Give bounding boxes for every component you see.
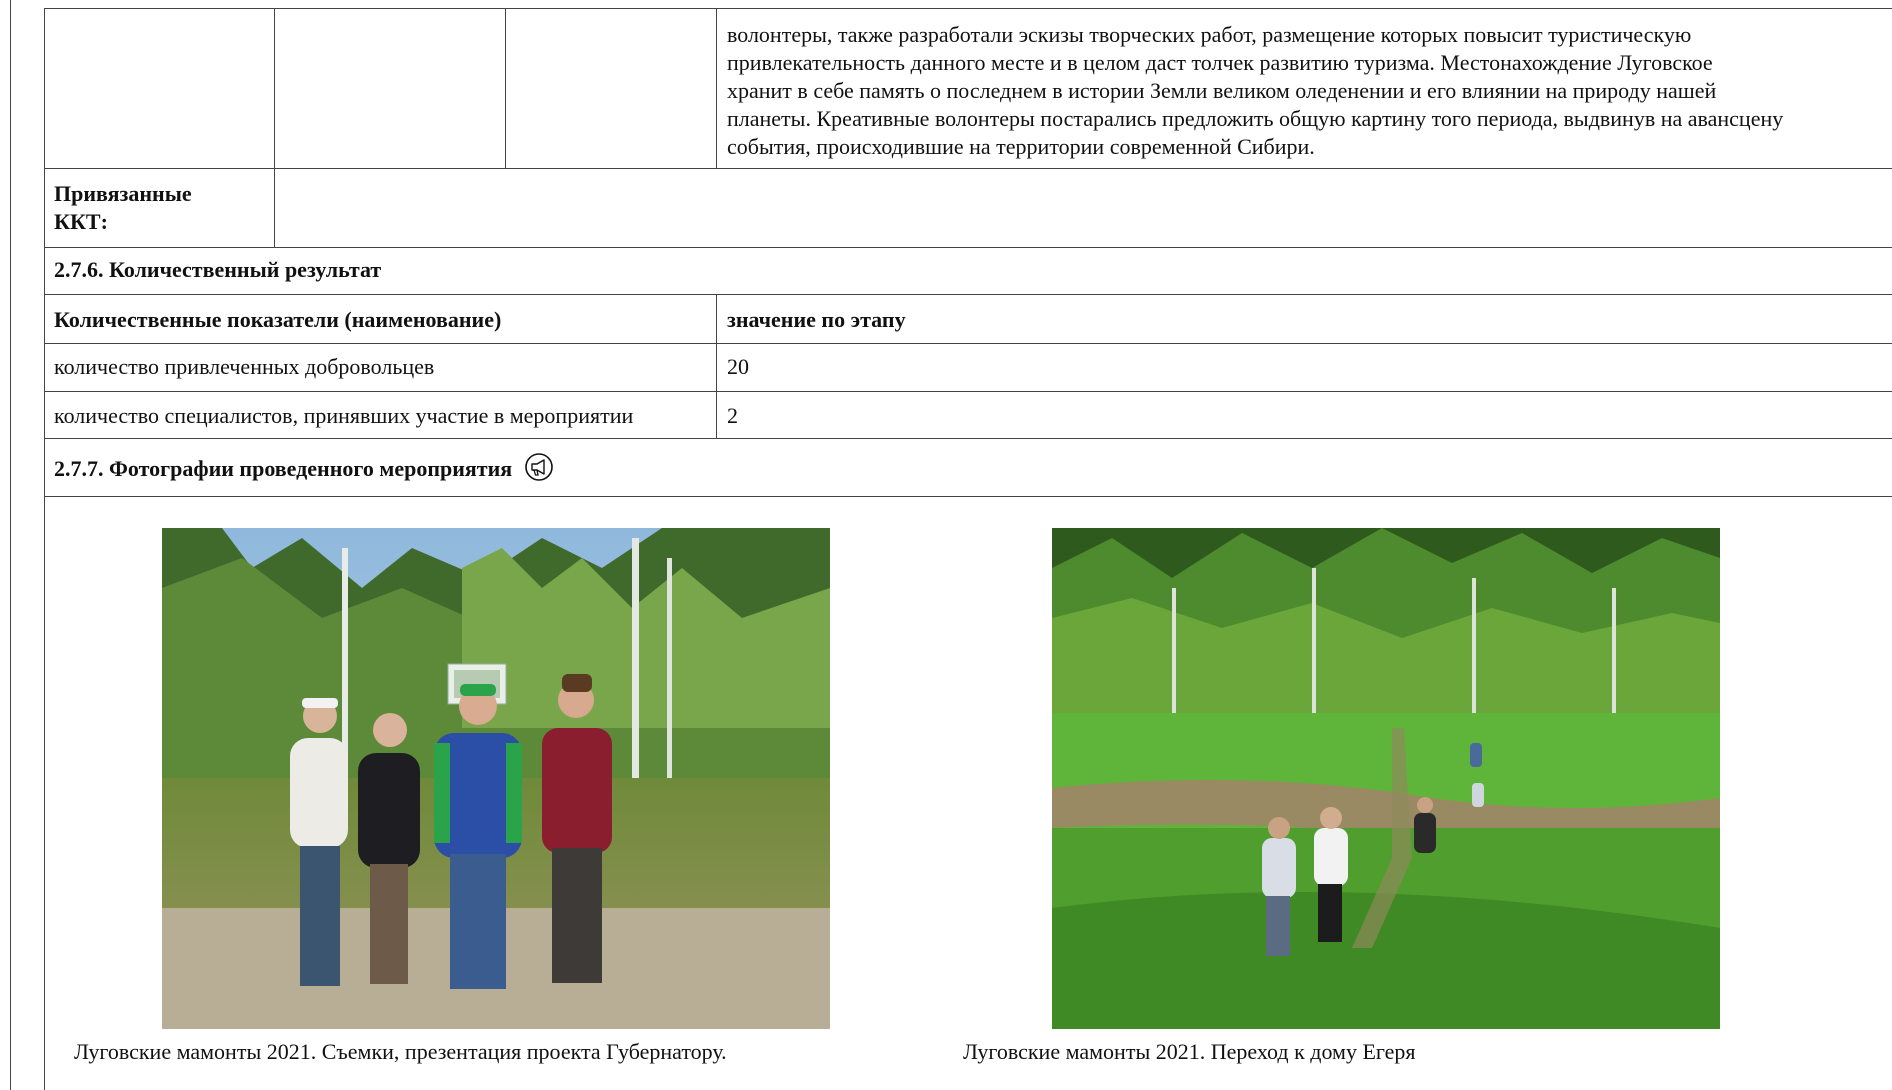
photo-group-people — [162, 528, 830, 1029]
col-header-name: Количественные показатели (наименование) — [54, 307, 502, 332]
photo-meadow-walk — [1052, 528, 1720, 1029]
page-margin-line — [10, 0, 11, 1090]
description-line: события, происходившие на территории современной Сибири. — [727, 134, 1315, 159]
quant-section-title: 2.7.6. Количественный результат — [54, 257, 382, 282]
photos-section-title: 2.7.7. Фотографии проведенного мероприятия — [54, 452, 554, 489]
row-border — [44, 496, 1892, 497]
table-row-value: 2 — [727, 403, 738, 428]
cell-divider — [274, 8, 275, 168]
row-border — [44, 343, 1892, 344]
row-border — [44, 294, 1892, 295]
cell-divider — [716, 8, 717, 168]
linked-kkt-label: Привязанные ККТ: — [54, 181, 192, 234]
description-line: волонтеры, также разработали эскизы творческих работ, размещение которых повысит туристическую — [727, 22, 1692, 47]
cell-divider — [505, 8, 506, 168]
cell-divider — [716, 294, 717, 438]
table-row-value: 20 — [727, 354, 749, 379]
row-border — [44, 168, 1892, 169]
cell-divider — [274, 168, 275, 247]
row-border — [44, 438, 1892, 439]
table-left-border — [44, 8, 45, 1090]
description-line: планеты. Креативные волонтеры постарались предложить общую картину того периода, выдвинув на авансцену — [727, 106, 1784, 131]
table-row-name: количество специалистов, принявших участие в мероприятии — [54, 403, 634, 428]
col-header-value: значение по этапу — [727, 307, 906, 332]
table-top-border — [44, 8, 1892, 9]
description-line: хранит в себе память о последнем в истории Земли великом оледенении и его влиянии на природу нашей — [727, 78, 1717, 103]
row-border — [44, 247, 1892, 248]
photo-caption: Луговские мамонты 2021. Съемки, презентация проекта Губернатору. — [74, 1039, 727, 1064]
description-line: привлекательность данного месте и в целом даст толчек развитию туризма. Местонахождение Луговское — [727, 50, 1713, 75]
megaphone-icon — [524, 452, 554, 489]
row-border — [44, 391, 1892, 392]
table-row-name: количество привлеченных добровольцев — [54, 354, 435, 379]
event-description — [727, 21, 1783, 161]
photo-caption: Луговские мамонты 2021. Переход к дому Егеря — [963, 1039, 1416, 1064]
